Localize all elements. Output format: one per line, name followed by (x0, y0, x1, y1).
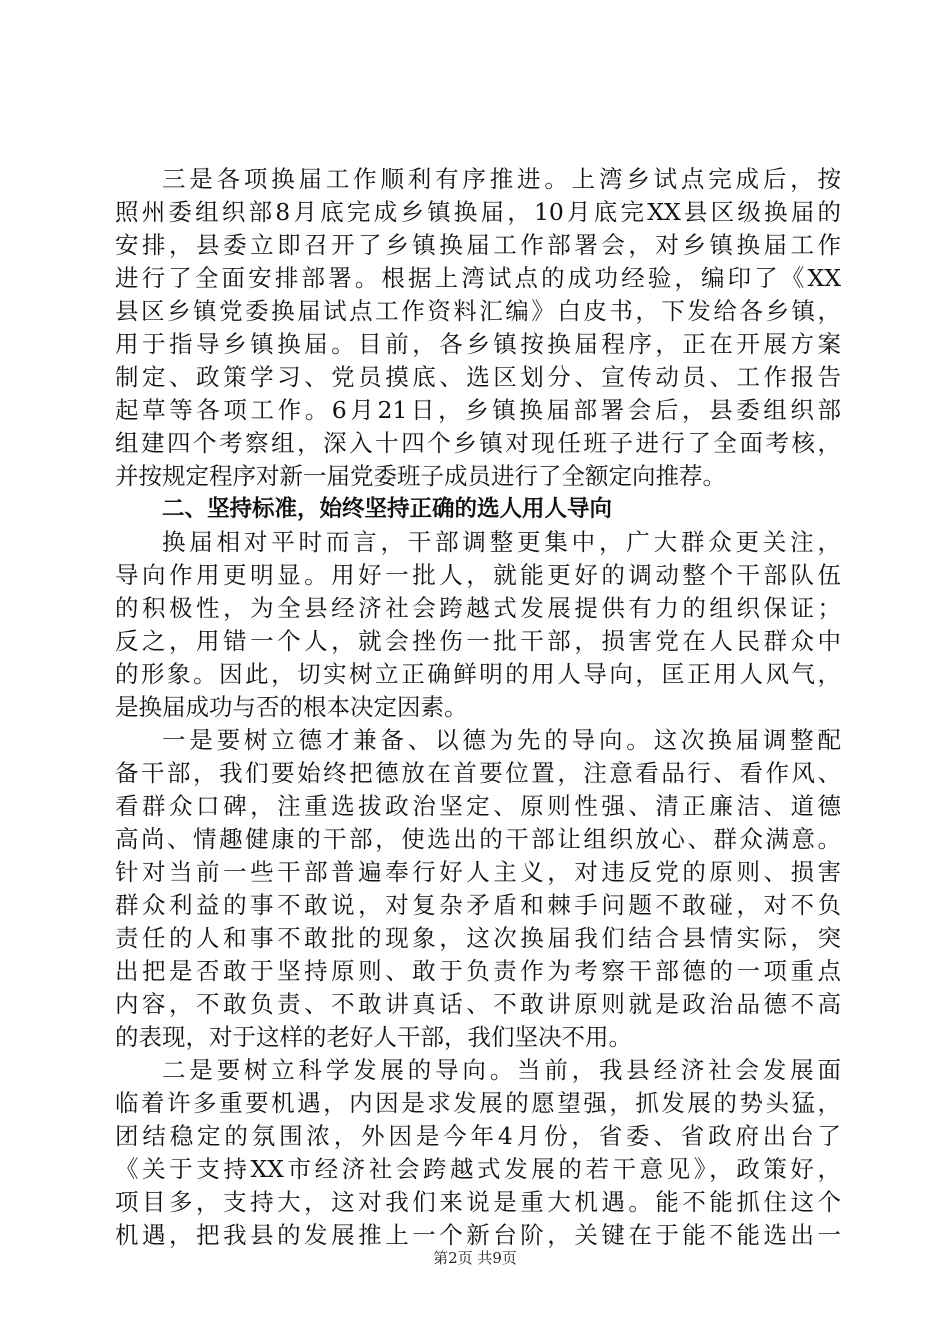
text-line: 一是要树立德才兼备、以德为先的导向。这次换届调整配 (162, 726, 841, 754)
text-line: 针对当前一些干部普遍奉行好人主义，对违反党的原则、损害 (115, 858, 841, 886)
text-line: 责任的人和事不敢批的现象，这次换届我们结合县情实际，突 (115, 924, 841, 952)
text-line: 高尚、情趣健康的干部，使选出的干部让组织放心、群众满意。 (115, 825, 841, 853)
text-line: 《关于支持XX市经济社会跨越式发展的若干意见》，政策好， (115, 1155, 841, 1183)
text-line: 二、坚持标准，始终坚持正确的选人用人导向 (162, 496, 613, 522)
text-line: 二是要树立科学发展的导向。当前，我县经济社会发展面 (162, 1056, 841, 1084)
paragraph (115, 1054, 841, 1252)
text-line: 团结稳定的氛围浓，外因是今年4月份，省委、省政府出台了 (115, 1122, 841, 1150)
text-line: 群众利益的事不敢说，对复杂矛盾和棘手问题不敢碰，对不负 (115, 891, 841, 919)
text-line: 县区乡镇党委换届试点工作资料汇编》白皮书，下发给各乡镇， (115, 297, 841, 325)
page-footer (0, 1247, 950, 1268)
section-heading (115, 493, 841, 526)
text-line: 起草等各项工作。6月21日，乡镇换届部署会后，县委组织部 (115, 396, 841, 424)
page-number: 第2页 共9页 (433, 1249, 517, 1267)
text-line: 导向作用更明显。用好一批人，就能更好的调动整个干部队伍 (115, 561, 841, 589)
text-line: 反之，用错一个人，就会挫伤一批干部，损害党在人民群众中 (115, 627, 841, 655)
text-line: 备干部，我们要始终把德放在首要位置，注意看品行、看作风、 (115, 759, 841, 787)
text-line: 看群众口碑，注重选拔政治坚定、原则性强、清正廉洁、道德 (115, 792, 841, 820)
paragraph (115, 724, 841, 1054)
text-line: 安排，县委立即召开了乡镇换届工作部署会，对乡镇换届工作 (115, 231, 841, 259)
text-line: 是换届成功与否的根本决定因素。 (115, 693, 468, 721)
paragraph (115, 163, 841, 493)
text-line: 进行了全面安排部署。根据上湾试点的成功经验，编印了《XX (115, 264, 841, 292)
text-line: 并按规定程序对新一届党委班子成员进行了全额定向推荐。 (115, 462, 726, 490)
text-line: 的形象。因此，切实树立正确鲜明的用人导向，匡正用人风气， (115, 660, 841, 688)
paragraph (115, 526, 841, 724)
text-line: 组建四个考察组，深入十四个乡镇对现任班子进行了全面考核， (115, 429, 841, 457)
text-line: 项目多，支持大，这对我们来说是重大机遇。能不能抓住这个 (115, 1188, 841, 1216)
text-line: 临着许多重要机遇，内因是求发展的愿望强，抓发展的势头猛， (115, 1089, 841, 1117)
text-line: 三是各项换届工作顺利有序推进。上湾乡试点完成后，按 (162, 165, 841, 193)
document-body (115, 163, 841, 1252)
text-line: 出把是否敢于坚持原则、敢于负责作为考察干部德的一项重点 (115, 957, 841, 985)
text-line: 换届相对平时而言，干部调整更集中，广大群众更关注， (162, 528, 841, 556)
text-line: 内容，不敢负责、不敢讲真话、不敢讲原则就是政治品德不高 (115, 990, 841, 1018)
text-line: 的积极性，为全县经济社会跨越式发展提供有力的组织保证； (115, 594, 841, 622)
text-line: 的表现，对于这样的老好人干部，我们坚决不用。 (115, 1023, 632, 1051)
text-line: 用于指导乡镇换届。目前，各乡镇按换届程序，正在开展方案 (115, 330, 841, 358)
text-line: 机遇，把我县的发展推上一个新台阶，关键在于能不能选出一 (115, 1221, 841, 1249)
text-line: 制定、政策学习、党员摸底、选区划分、宣传动员、工作报告 (115, 363, 841, 391)
text-line: 照州委组织部8月底完成乡镇换届，10月底完XX县区级换届的 (115, 198, 841, 226)
